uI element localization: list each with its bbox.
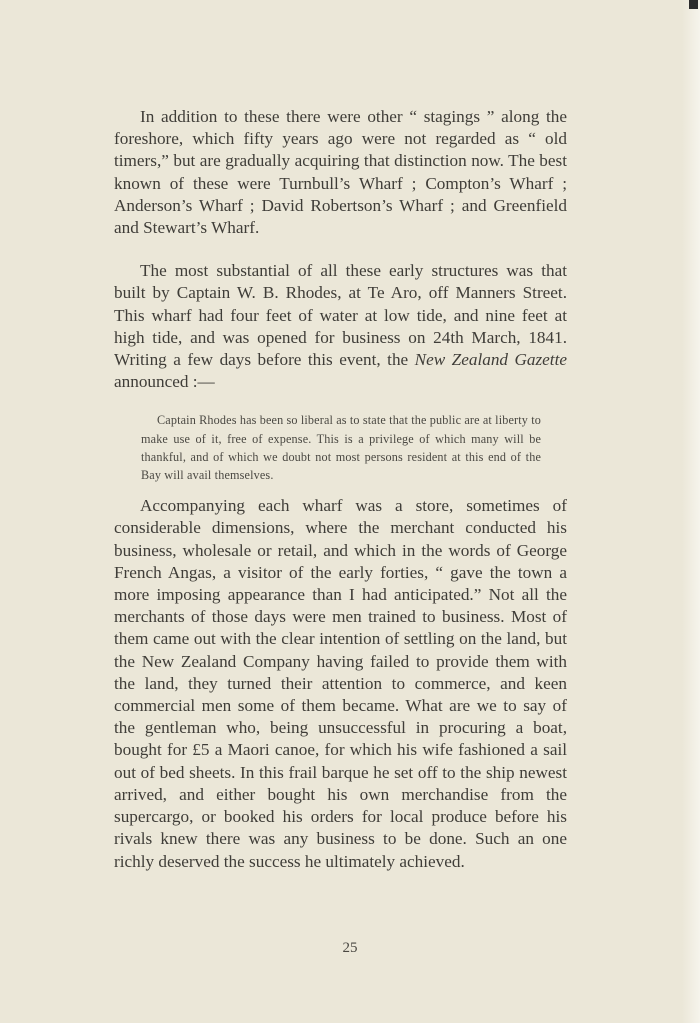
paragraph-stagings: In addition to these there were other “ stagings ” along the foreshore, which fifty years ago were not regarded as “ old timers,” but are gradually acquiring that distinction now. The best known of these were Turnbull’s Wharf ; Compton’s Wharf ; Anderson’s Wharf ; David Robertson’s Wharf ; and Greenfield and Stewart’s Wharf. [114, 107, 567, 238]
page-number: 25 [342, 940, 358, 956]
newspaper-title: New Zealand Gazette [414, 350, 567, 370]
gazette-quote: Captain Rhodes has been so liberal as to state that the public are at liberty to make use of it, free of expense. This is a privilege of which many will be thankful, and of which we doubt not most persons resident at this end of the Bay will avail themselves. [141, 413, 541, 483]
rhodes-wharf-text: The most substantial of all these early structures was that built by Captain W. B. Rhodes, at Te Aro, off Manners Street. This wharf had four feet of water at low tide, and nine feet at high tide, and was opened for business on 24th March, 1841. Writing a few days before this event, the [114, 261, 567, 370]
paragraph-rhodes-wharf [114, 260, 567, 393]
page-edge [682, 0, 700, 1023]
corner-mark [689, 0, 698, 9]
text-block [114, 106, 567, 873]
paragraph-merchants: Accompanying each wharf was a store, sometimes of considerable dimensions, where the merchant conducted his business, wholesale or retail, and which in the words of George French Angas, a visitor of the early forties, “ gave the town a more imposing appearance than I had anticipated.” Not all the merchants of those days were men trained to business. Most of them came out with the clear intention of settling on the land, but the New Zealand Company having failed to provide them with the land, they turned their attention to commerce, and keen commercial men some of them became. What are we to say of the gentleman who, being unsuccessful in procuring a boat, bought for £5 a Maori canoe, for which his wife fashioned a sail out of bed sheets. In this frail barque he set off to the ship newest arrived, and either bought his own merchandise from the supercargo, or booked his orders for local produce before his rivals knew there was any business to be done. Such an one richly deserved the success he ultimately achieved. [114, 496, 567, 871]
announced-text: announced :— [114, 372, 215, 392]
